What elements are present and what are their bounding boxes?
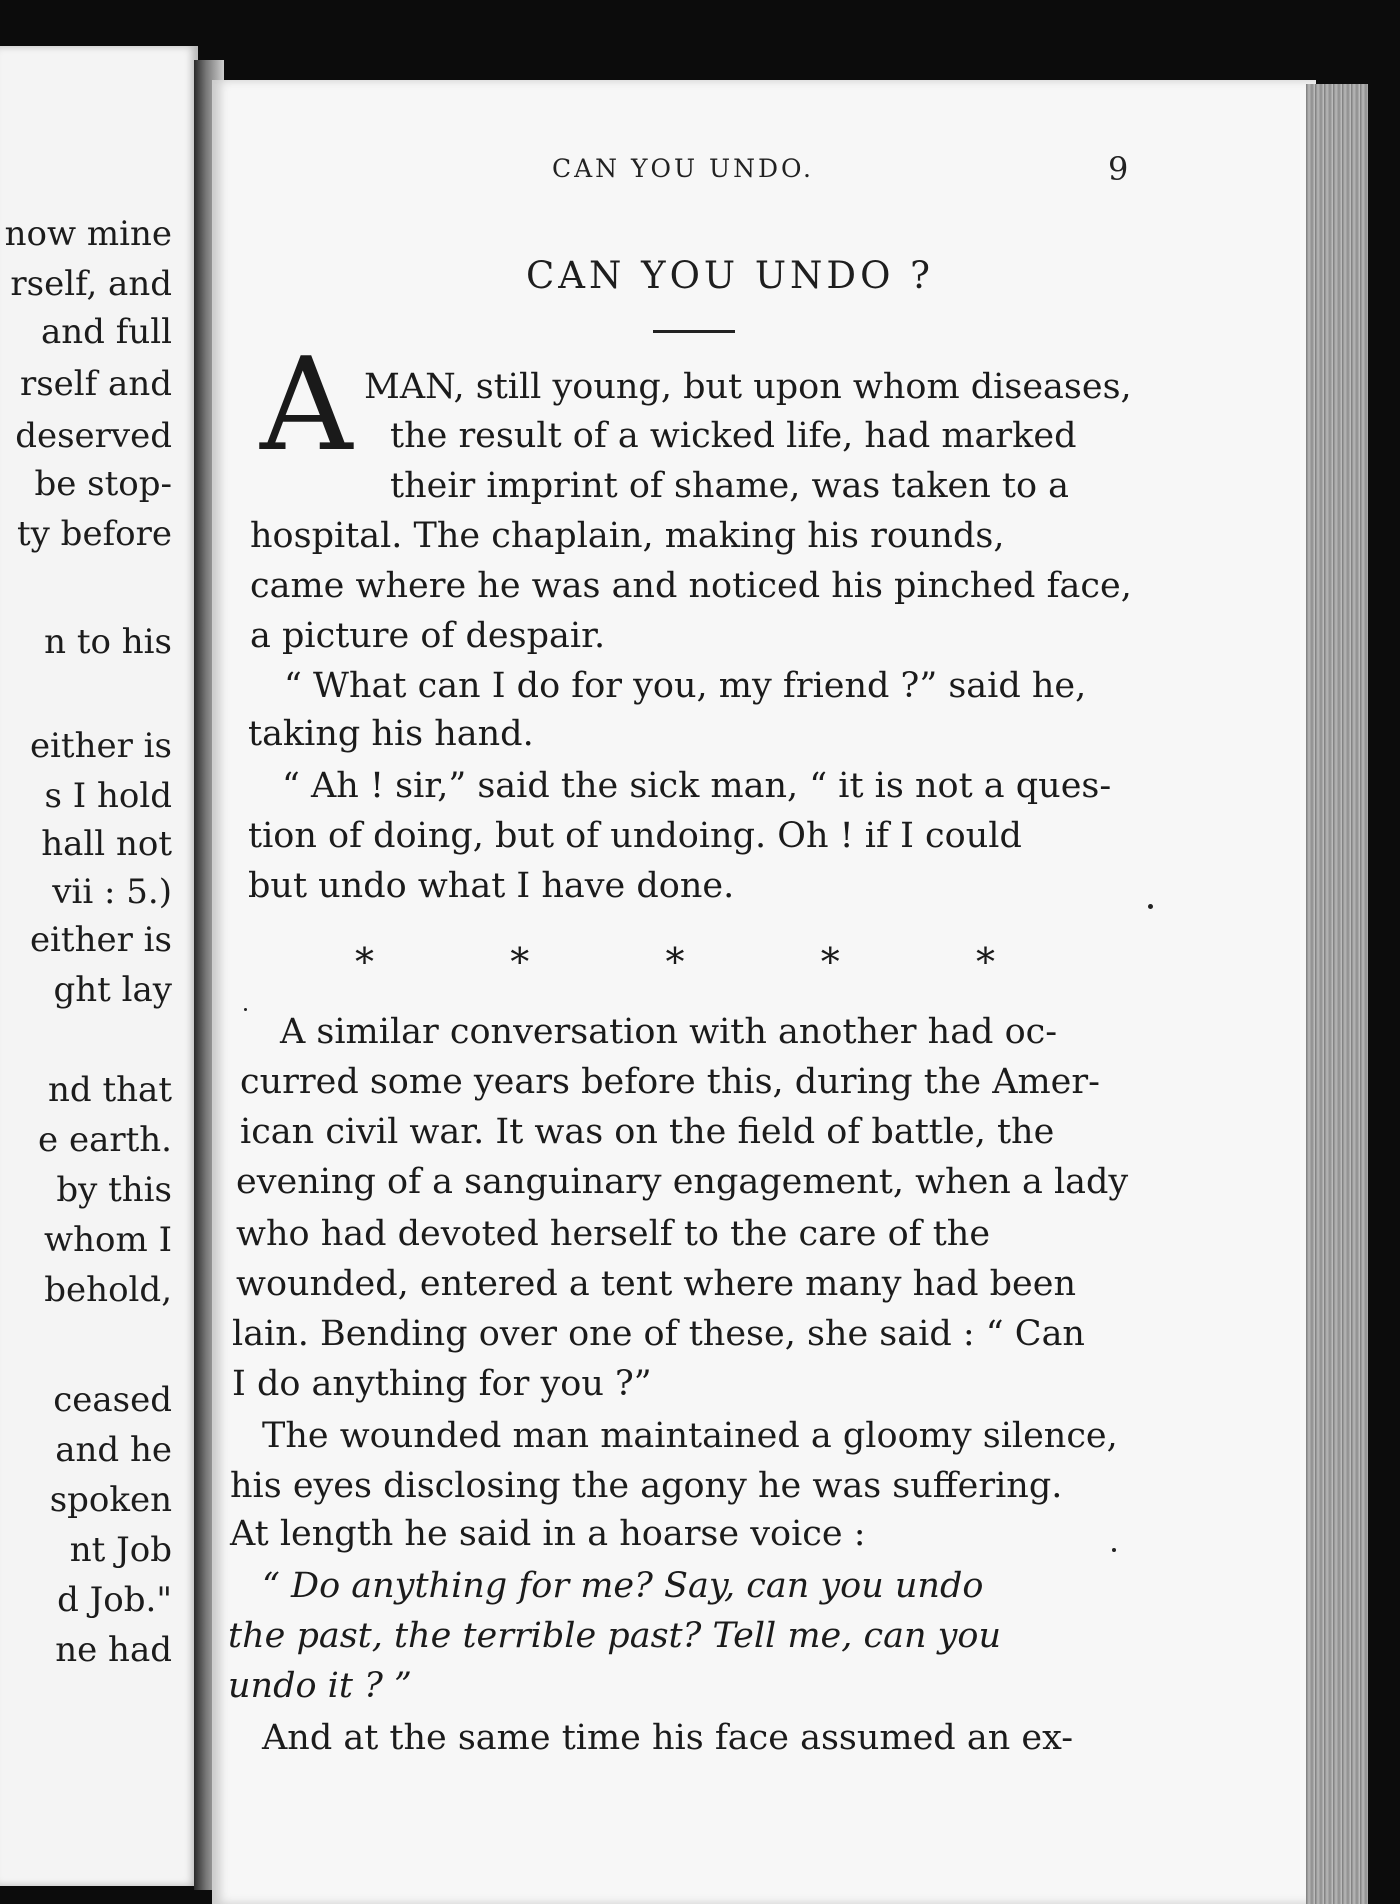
previous-page-line: now mine <box>4 214 172 254</box>
previous-page-line: ght lay <box>53 970 172 1010</box>
body-line: taking his hand. <box>248 714 534 754</box>
body-line: MAN, still young, but upon whom diseases, <box>364 367 1132 407</box>
page-number: 9 <box>1108 150 1129 188</box>
previous-page-line: deserved <box>15 416 172 456</box>
previous-page-line: ne had <box>55 1630 172 1670</box>
body-line: The wounded man maintained a gloomy silence, <box>262 1416 1118 1456</box>
previous-page-line: d Job." <box>57 1580 172 1620</box>
previous-page <box>0 46 198 1886</box>
body-line: “ Do anything for me? Say, can you undo <box>262 1566 984 1606</box>
body-line: At length he said in a hoarse voice : <box>230 1514 866 1554</box>
chapter-title: CAN YOU UNDO ? <box>525 254 935 297</box>
previous-page-line: whom I <box>44 1220 172 1260</box>
body-line: but undo what I have done. <box>248 866 735 906</box>
body-line: curred some years before this, during the Amer- <box>240 1062 1100 1102</box>
previous-page-line: nt Job <box>69 1530 172 1570</box>
body-line: lain. Bending over one of these, she said : “ Can <box>232 1314 1085 1354</box>
ink-speck <box>1148 904 1153 909</box>
running-head: CAN YOU UNDO. <box>552 154 814 183</box>
separator-asterisk: * <box>510 940 530 984</box>
previous-page-line: be stop- <box>34 464 172 504</box>
body-line: the result of a wicked life, had marked <box>390 416 1077 456</box>
previous-page-line: nd that <box>48 1070 172 1110</box>
previous-page-line: e earth. <box>38 1120 172 1160</box>
previous-page-line: hall not <box>41 824 172 864</box>
body-line: who had devoted herself to the care of the <box>236 1214 991 1254</box>
previous-page-line: s I hold <box>44 776 172 816</box>
section-separator <box>355 940 995 984</box>
previous-page-line: rself, and <box>10 264 172 304</box>
body-line: And at the same time his face assumed an ex- <box>262 1718 1074 1758</box>
body-line: tion of doing, but of undoing. Oh ! if I could <box>248 816 1022 856</box>
previous-page-line: ceased <box>53 1380 172 1420</box>
body-line: A similar conversation with another had oc- <box>280 1012 1058 1052</box>
body-line: I do anything for you ?” <box>232 1364 652 1404</box>
body-line: “ What can I do for you, my friend ?” said he, <box>284 666 1087 706</box>
previous-page-line: behold, <box>44 1270 172 1310</box>
body-line: the past, the terrible past? Tell me, can you <box>228 1616 1002 1656</box>
body-line: a picture of despair. <box>250 616 606 656</box>
body-line: ican civil war. It was on the field of battle, the <box>240 1112 1055 1152</box>
ink-speck <box>1112 1548 1116 1552</box>
ink-speck <box>244 1008 247 1011</box>
separator-asterisk: * <box>665 940 685 984</box>
previous-page-line: rself and <box>19 364 172 404</box>
separator-asterisk: * <box>355 940 374 984</box>
body-line: “ Ah ! sir,” said the sick man, “ it is not a ques- <box>282 766 1112 806</box>
page-edges <box>1306 84 1368 1904</box>
body-line: came where he was and noticed his pinched face, <box>250 566 1132 606</box>
body-line: evening of a sanguinary engagement, when a lady <box>236 1162 1129 1202</box>
previous-page-line: and he <box>55 1430 172 1470</box>
title-rule <box>653 330 735 333</box>
previous-page-line: spoken <box>49 1480 172 1520</box>
previous-page-line: either is <box>29 920 172 960</box>
body-line: undo it ? ” <box>228 1666 412 1706</box>
body-line: wounded, entered a tent where many had been <box>236 1264 1076 1304</box>
previous-page-line: and full <box>41 312 172 352</box>
body-line: their imprint of shame, was taken to a <box>390 466 1070 506</box>
separator-asterisk: * <box>976 940 995 984</box>
drop-cap: A <box>260 331 353 480</box>
separator-asterisk: * <box>820 940 840 984</box>
previous-page-line: by this <box>56 1170 172 1210</box>
previous-page-line: n to his <box>44 622 172 662</box>
body-line: his eyes disclosing the agony he was suffering. <box>230 1466 1063 1506</box>
previous-page-line: either is <box>29 726 172 766</box>
previous-page-line: vii : 5.) <box>52 872 172 912</box>
previous-page-line: ty before <box>17 514 172 554</box>
body-line: hospital. The chaplain, making his rounds, <box>250 516 1005 556</box>
